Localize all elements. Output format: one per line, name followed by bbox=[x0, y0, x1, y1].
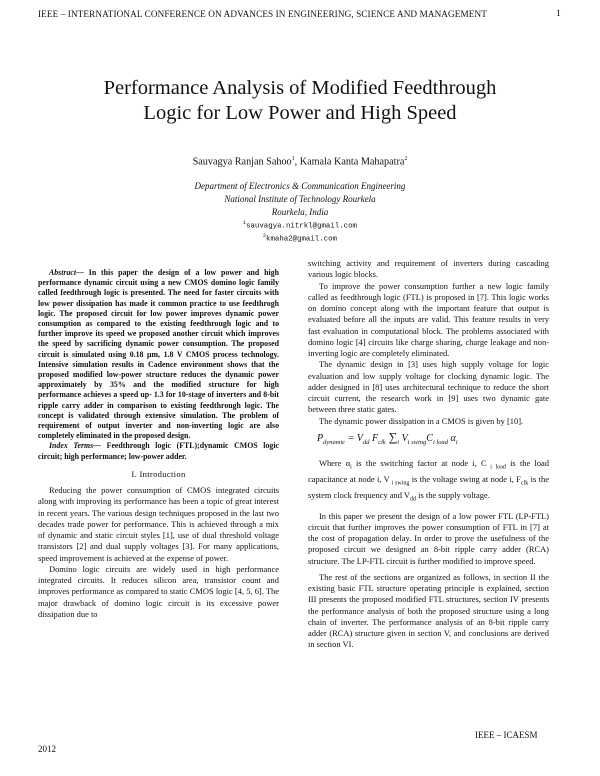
eq-sub-iload: i load bbox=[432, 438, 448, 446]
eq-sum: ∑ bbox=[385, 429, 398, 444]
eq-sub-alpha: i bbox=[455, 438, 458, 446]
running-header: IEEE – INTERNATIONAL CONFERENCE ON ADVANCES IN ENGINEERING, SCIENCE AND MANAGEMENT bbox=[38, 9, 487, 19]
abstract-text: In this paper the design of a low power and high performance dynamic circuit using a new CMOS domino logic family called feedthrough logic is presented. The need for faster circuits with low power dissipation has made it common practice to use feedthrogh logic. The proposed circuit for low power improves dynamic power consumption as compared to the existing feedthrough logic and to further improve its speed we proposed another circuit which improves the speed by sacrificing dynamic power consumption. The proposed circuit is simulated using 0.18 μm, 1.8 V CMOS process technology. Intensive simulation results in Cadence environment shows that the proposed modified low-power structure reduces the dynamic power approximately by 35% and the modified structure for high performance achieves a speed up- 1.3 for 10-stage of inverters and 8-bit ripple carry adder in comparison to existing feedthrough logic. The concept is validated through extensive simulation. The problem of requirement of output inverter and non-inverting logic are also completely eliminated in the proposed design. bbox=[38, 268, 279, 441]
right-paragraph-6: The rest of the sections are organized as follows, in section II the existing basic FTL structure operating principle is explained, section III presents the proposed modified FTL structures, section IV presents the performance analysis of both the proposed structure using a long chain of inverter. The performance analysis of an 8-bit ripple carry adder (RCA) structure given in section V, and conclusions are derived in section VI. bbox=[308, 571, 549, 650]
p4-sub-iswing: i swing bbox=[389, 480, 410, 487]
email-1-address[interactable]: sauvagya.nitrkl@gmail.com bbox=[246, 222, 357, 231]
left-column bbox=[38, 268, 279, 620]
right-paragraph-5: In this paper we present the design of a low power FTL (LP-FTL) circuit that further improves the power consumption of FTL in [7] at the cost of propagation delay. In order to prove the usefulness of the proposed circuit we designed an 8-bit ripple carry adder (RCA) structure. The LP-FTL circuit is further modified to improve speed. bbox=[308, 510, 549, 566]
right-paragraph-1: To improve the power consumption further a new logic family called as feedthrough logic (FTL) is proposed in [7]. This logic works on domino concept along with the important feature that output is evaluated before all the inputs are valid. This feature results in very fast evaluation in computational block. The problems associated with domino logic [4] circuits like charge sharing, charge leakage and non-inverting logic are completely eliminated. bbox=[308, 280, 549, 358]
email-2 bbox=[40, 233, 560, 243]
author-1-marker: 1 bbox=[291, 156, 295, 162]
eq-c: C bbox=[426, 432, 433, 444]
author-2-marker: 2 bbox=[404, 156, 408, 162]
power-equation bbox=[317, 429, 549, 452]
p4-sub-iload: i load bbox=[486, 464, 506, 471]
section-heading-introduction: I. Introduction bbox=[131, 468, 186, 479]
p4-part-c: is the load capacitance at node i, V bbox=[308, 457, 550, 484]
email-1 bbox=[40, 220, 560, 230]
eq-sub-dynamic: dynamic bbox=[323, 438, 346, 446]
index-terms-lead: Index Terms— bbox=[49, 441, 101, 451]
index-terms bbox=[38, 441, 279, 461]
index-terms-text: Feedthrough logic (FTL);dynamic CMOS logic circuit; high performance; low-power adder. bbox=[38, 441, 279, 461]
right-paragraph-0: switching activity and requirement of inverters during cascading various logic blocks. bbox=[308, 258, 549, 280]
p4-part-a: Where α bbox=[319, 457, 351, 468]
paper-title bbox=[40, 76, 560, 126]
intro-paragraph-2: Domino logic circuits are widely used in high performance integrated circuits. It reduces silicon area, transistor count and improves performance as compared to static CMOS logic [4, 5, 6]. The major drawback of domino logic circuit is its excessive power dissipation due to bbox=[38, 563, 279, 619]
p4-sub-clk: clk bbox=[520, 480, 529, 487]
institute: National Institute of Technology Rourkela bbox=[224, 194, 376, 204]
p4-part-e: is the system clock frequency and V bbox=[308, 473, 549, 500]
eq-sum-sub: i bbox=[397, 438, 400, 446]
eq-sub-clk: clk bbox=[378, 438, 386, 446]
author-2: Kamala Kanta Mahapatra bbox=[299, 156, 405, 168]
eq-sub-dd: dd bbox=[363, 438, 370, 446]
p4-part-f: is the supply voltage. bbox=[416, 489, 490, 500]
email-2-marker: 2 bbox=[263, 233, 267, 239]
p4-part-d: is the voltage swing at node i, F bbox=[409, 473, 521, 484]
right-paragraph-3: The dynamic power dissipation in a CMOS is given by [10]. bbox=[319, 415, 524, 426]
eq-p: P bbox=[317, 432, 324, 444]
title-line-2: Logic for Low Power and High Speed bbox=[143, 102, 457, 124]
author-list bbox=[40, 156, 560, 167]
city: Rourkela, India bbox=[271, 207, 329, 217]
eq-sub-iswing: i swing bbox=[407, 438, 427, 446]
department: Department of Electronics & Communication Engineering bbox=[194, 181, 406, 191]
title-line-1: Performance Analysis of Modified Feedthrough bbox=[103, 77, 497, 99]
p4-sub-dd: dd bbox=[410, 496, 416, 503]
eq-f: F bbox=[369, 432, 379, 444]
eq-v: = V bbox=[345, 432, 363, 444]
email-2-address[interactable]: kmaha2@gmail.com bbox=[266, 235, 337, 244]
abstract bbox=[38, 268, 279, 441]
eq-v-swing: V bbox=[399, 432, 408, 444]
author-1: Sauvagya Ranjan Sahoo bbox=[192, 156, 292, 168]
footer-conference: IEEE – ICAESM bbox=[475, 730, 538, 740]
page-number: 1 bbox=[556, 9, 561, 19]
right-paragraph-4 bbox=[308, 458, 549, 506]
right-paragraph-2: The dynamic design in [3] uses high supply voltage for logic evaluation and low supply voltage for clocking dynamic logic. The adder designed in [8] uses architectural technique to reduce the short circuit current, the research work in [9] uses two dynamic gate between three static gates. bbox=[308, 359, 549, 415]
p4-part-b: is the switching factor at node i, C bbox=[351, 457, 487, 468]
footer-year: 2012 bbox=[38, 744, 56, 754]
intro-paragraph-1: Reducing the power consumption of CMOS integrated circuits along with improving its performance has been a topic of great interest in recent years. The various design techniques proposed in the last two decades trade power for performance. This is achieved through a mix of dynamic and static circuit styles [1], use of dual threshold voltage transistors [2] and dual supply voltages [3]. For many applications, speed improvement is achieved at the expense of power. bbox=[38, 485, 279, 563]
p4-sub-i: i bbox=[350, 464, 352, 471]
email-1-marker: 1 bbox=[243, 220, 247, 226]
abstract-lead: Abstract— bbox=[49, 268, 84, 277]
eq-alpha: α bbox=[447, 432, 456, 444]
right-column bbox=[308, 258, 549, 651]
author-separator: , bbox=[294, 156, 300, 168]
